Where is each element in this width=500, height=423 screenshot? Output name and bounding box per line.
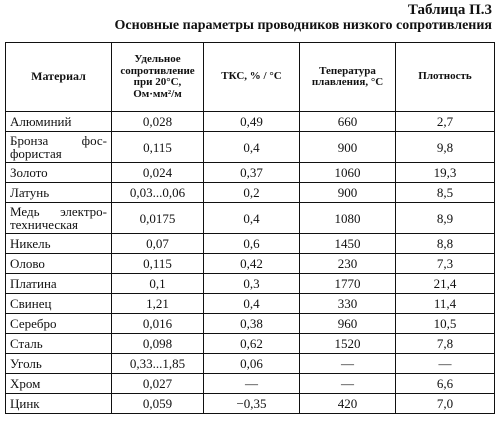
cell-density: — xyxy=(396,354,495,374)
cell-density: 11,4 xyxy=(396,294,495,314)
table-row xyxy=(6,254,495,274)
table-row xyxy=(6,163,495,183)
cell-tks: 0,49 xyxy=(204,112,300,132)
cell-material xyxy=(6,203,112,234)
table-caption: Основные параметры проводников низкого сопротивления xyxy=(114,18,492,33)
conductor-parameters-table xyxy=(5,42,495,414)
cell-material: Олово xyxy=(6,254,112,274)
cell-material: Сталь xyxy=(6,334,112,354)
table-row xyxy=(6,294,495,314)
cell-resistivity: 1,21 xyxy=(112,294,204,314)
cell-tks: 0,37 xyxy=(204,163,300,183)
cell-material-line1: Бронза фос- xyxy=(10,133,107,148)
cell-tks: 0,3 xyxy=(204,274,300,294)
cell-resistivity: 0,016 xyxy=(112,314,204,334)
cell-density: 7,3 xyxy=(396,254,495,274)
cell-melting-point: 420 xyxy=(300,394,396,414)
cell-resistivity: 0,024 xyxy=(112,163,204,183)
cell-material: Уголь xyxy=(6,354,112,374)
cell-resistivity: 0,098 xyxy=(112,334,204,354)
cell-density: 10,5 xyxy=(396,314,495,334)
cell-melting-point: 660 xyxy=(300,112,396,132)
cell-melting-point: 900 xyxy=(300,183,396,203)
cell-resistivity: 0,028 xyxy=(112,112,204,132)
cell-density: 21,4 xyxy=(396,274,495,294)
cell-melting-point: 1060 xyxy=(300,163,396,183)
cell-density: 7,0 xyxy=(396,394,495,414)
cell-material: Цинк xyxy=(6,394,112,414)
cell-melting-point: — xyxy=(300,374,396,394)
cell-tks: 0,06 xyxy=(204,354,300,374)
cell-tks: 0,38 xyxy=(204,314,300,334)
cell-material: Алюминий xyxy=(6,112,112,132)
table-row xyxy=(6,183,495,203)
table-row xyxy=(6,132,495,163)
cell-density: 2,7 xyxy=(396,112,495,132)
table-row xyxy=(6,274,495,294)
cell-material: Латунь xyxy=(6,183,112,203)
cell-resistivity: 0,115 xyxy=(112,254,204,274)
table-row xyxy=(6,354,495,374)
cell-density: 8,9 xyxy=(396,203,495,234)
cell-tks: 0,4 xyxy=(204,132,300,163)
header-density: Плотность xyxy=(396,43,495,112)
cell-resistivity: 0,1 xyxy=(112,274,204,294)
cell-material: Свинец xyxy=(6,294,112,314)
cell-material: Золото xyxy=(6,163,112,183)
cell-tks: −0,35 xyxy=(204,394,300,414)
cell-material: Серебро xyxy=(6,314,112,334)
cell-density: 9,8 xyxy=(396,132,495,163)
cell-melting-point: 1770 xyxy=(300,274,396,294)
cell-tks: 0,42 xyxy=(204,254,300,274)
table-row xyxy=(6,203,495,234)
cell-tks: 0,4 xyxy=(204,294,300,314)
table-row xyxy=(6,234,495,254)
table-header-row xyxy=(6,43,495,112)
cell-tks: — xyxy=(204,374,300,394)
cell-tks: 0,2 xyxy=(204,183,300,203)
cell-material: Хром xyxy=(6,374,112,394)
table-row xyxy=(6,314,495,334)
cell-melting-point: 1080 xyxy=(300,203,396,234)
cell-material-line2: техническая xyxy=(10,217,78,232)
header-melting-point: Тепература плавления, °С xyxy=(300,43,396,112)
cell-material: Платина xyxy=(6,274,112,294)
cell-material xyxy=(6,132,112,163)
cell-density: 8,5 xyxy=(396,183,495,203)
cell-resistivity: 0,07 xyxy=(112,234,204,254)
header-material: Материал xyxy=(6,43,112,112)
cell-density: 8,8 xyxy=(396,234,495,254)
cell-material-line2: фористая xyxy=(10,146,62,161)
cell-melting-point: 900 xyxy=(300,132,396,163)
cell-material: Никель xyxy=(6,234,112,254)
cell-resistivity: 0,059 xyxy=(112,394,204,414)
header-resistivity: Удельное сопротивление при 20°C, Ом·мм²/м xyxy=(112,43,204,112)
header-tks: ТКС, % / °С xyxy=(204,43,300,112)
cell-melting-point: — xyxy=(300,354,396,374)
cell-melting-point: 960 xyxy=(300,314,396,334)
cell-tks: 0,4 xyxy=(204,203,300,234)
cell-material-line1: Медь электро- xyxy=(10,204,107,219)
cell-density: 6,6 xyxy=(396,374,495,394)
cell-tks: 0,6 xyxy=(204,234,300,254)
cell-melting-point: 230 xyxy=(300,254,396,274)
table-row xyxy=(6,394,495,414)
table-number: Таблица П.3 xyxy=(407,2,492,18)
table-body xyxy=(6,112,495,414)
cell-resistivity: 0,027 xyxy=(112,374,204,394)
table-row xyxy=(6,374,495,394)
table-row xyxy=(6,112,495,132)
cell-melting-point: 1450 xyxy=(300,234,396,254)
cell-tks: 0,62 xyxy=(204,334,300,354)
cell-resistivity: 0,33...1,85 xyxy=(112,354,204,374)
cell-resistivity: 0,0175 xyxy=(112,203,204,234)
cell-resistivity: 0,115 xyxy=(112,132,204,163)
cell-melting-point: 1520 xyxy=(300,334,396,354)
cell-density: 19,3 xyxy=(396,163,495,183)
cell-melting-point: 330 xyxy=(300,294,396,314)
cell-resistivity: 0,03...0,06 xyxy=(112,183,204,203)
cell-density: 7,8 xyxy=(396,334,495,354)
table-row xyxy=(6,334,495,354)
